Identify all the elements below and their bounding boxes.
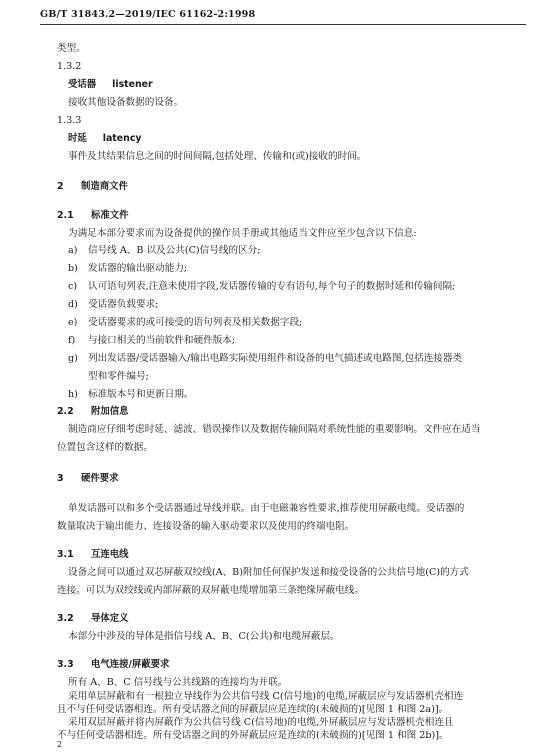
section-title: 互连电线 [91,549,129,560]
paragraph: 本部分中涉及的导体是指信号线 A、B、C(公共)和电缆屏蔽层。 [68,631,340,642]
list-text: 受话器负载要求; [88,299,159,310]
section-number: 2.1 [57,210,74,221]
paragraph: 为满足本部分要求而为设备提供的操作员手册或其他适当文件应至少包含以下信息: [68,228,417,239]
list-label: f) [68,335,76,346]
section-number: 2.2 [57,406,74,417]
term-definition: 事件及其结果信息之间的时间间隔,包括处理、传输和(或)接收的时间。 [68,151,367,162]
clause-number-1-3-3: 1.3.3 [57,115,82,126]
clause-number-1-3-2: 1.3.2 [57,61,82,72]
paragraph: 所有 A、B、C 信号线与公共线路的连接均为并联。 [68,677,288,688]
list-label: a) [68,245,78,256]
term-listener [68,79,153,91]
list-item [68,299,158,311]
section-title: 电气连接/屏蔽要求 [91,659,170,670]
list-text: 发话器的输出驱动能力; [88,263,188,274]
term-en: latency [102,133,142,144]
list-item [68,281,455,293]
list-text: 型和零件编号; [88,371,149,382]
list-item [68,353,462,365]
list-text: 列出发话器/受话器输入/输出电路实际使用组件和设备的电气描述或电路图,包括连接器类 [88,353,463,364]
paragraph-continuation: 不与任何受话器相连。所有受话器之间的外屏蔽层应是连续的(未破损的)[见图 1 和图 2b)]。 [57,730,449,741]
section-heading-2 [57,181,128,193]
section-heading-3-1 [57,549,129,561]
paragraph: 设备之间可以通过双芯屏蔽双绞线(A、B)附加任何保护发送和接受设备的公共信号地(C)的方式 [68,567,469,578]
list-label: g) [68,353,78,364]
section-heading-3-3 [57,659,169,671]
list-label: e) [68,317,78,328]
list-item [68,335,235,347]
term-cn: 时延 [68,133,87,144]
list-text: 受话器要求的或可接受的语句列表及相关数据字段; [88,317,303,328]
section-number: 3 [57,473,64,484]
section-title: 附加信息 [91,406,129,417]
section-title: 标准文件 [91,210,129,221]
list-item [68,263,187,275]
section-heading-3 [57,473,119,485]
list-item [68,245,260,257]
paragraph-continuation: 且不与任何受话器相连。所有受话器之间的屏蔽层应是连续的(未破损的)[见图 1 和图 2a)]。 [57,704,449,715]
list-text: 与接口相关的当前软件和硬件版本; [88,335,236,346]
header-divider [40,24,526,25]
section-number: 3.2 [57,613,74,624]
section-title: 硬件要求 [81,473,119,484]
list-item [68,389,194,401]
paragraph: 采用双层屏蔽并将内屏蔽作为公共信号线 C(信号地)的电缆,外屏蔽层应与发话器机壳相连且 [68,717,454,728]
section-heading-3-2 [57,613,129,625]
list-label: c) [68,281,78,292]
term-definition: 接收其他设备数据的设备。 [68,97,184,108]
term-cn: 受话器 [68,79,97,90]
list-text: 信号线 A、B 以及公共(C)信号线的区分; [88,245,261,256]
list-text: 认可语句列表,注意未使用字段,发话器传输的专有语句,每个句子的数据时延和传输间隔; [88,281,456,292]
paragraph: 制造商应仔细考虑时延、滤波、错误操作以及数据传输间隔对系统性能的重要影响。文件应在适当 [68,424,481,435]
list-label: d) [68,299,78,310]
paragraph: 采用单层屏蔽和有一根独立导线作为公共信号线 C(信号地)的电缆,屏蔽层应与发话器机壳相连 [68,691,464,702]
page-number: 2 [57,740,63,749]
paragraph-continuation: 连接。可以为双绞线或内部屏蔽的双屏蔽电缆增加第三条绝缘屏蔽电线。 [57,585,364,596]
section-heading-2-1 [57,210,129,222]
list-item-continuation [68,371,149,383]
section-number: 3.3 [57,659,74,670]
section-number: 3.1 [57,549,74,560]
standard-header: GB/T 31843.2—2019/IEC 61162-2:1998 [40,9,256,20]
list-label: h) [68,389,78,400]
paragraph: 单发话器可以和多个受话器通过导线并联。由于电磁兼容性要求,推荐使用屏蔽电缆。受话器的 [68,503,465,514]
paragraph-continuation: 位置包含这样的数据。 [57,442,153,453]
continued-text: 类型。 [57,43,86,54]
list-item [68,317,302,329]
list-text: 标准版本号和更新日期。 [88,389,194,400]
term-en: listener [112,79,153,90]
section-title: 导体定义 [91,613,129,624]
term-latency [68,133,142,145]
section-number: 2 [57,181,64,192]
section-heading-2-2 [57,406,129,418]
section-title: 制造商文件 [81,181,128,192]
list-label: b) [68,263,78,274]
paragraph-continuation: 数量取决于输出能力、连接设备的输入驱动要求以及使用的终端电阻。 [57,521,355,532]
